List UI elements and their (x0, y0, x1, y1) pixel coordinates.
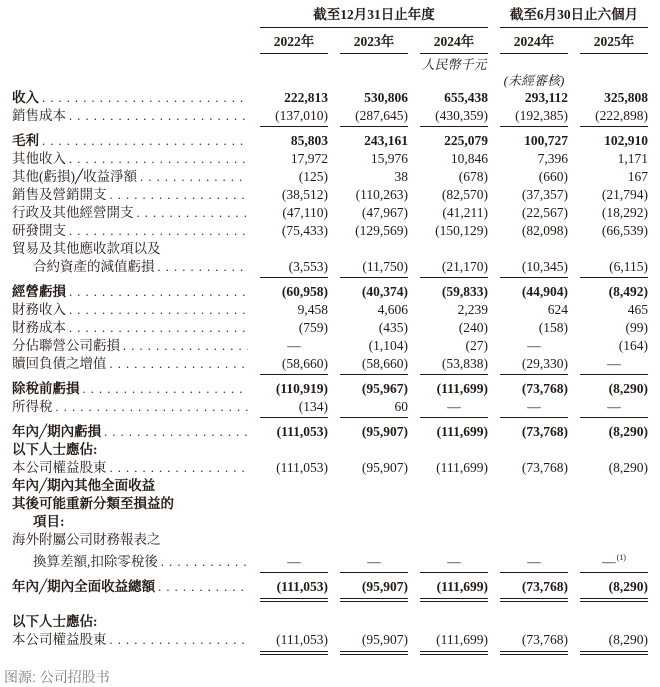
cell: (192,385) (500, 107, 568, 127)
row-label: 本公司權益股東 (12, 632, 107, 647)
row-label: 所得稅 (12, 399, 53, 414)
row-label: 財務收入 (12, 302, 66, 317)
table-row (12, 107, 648, 129)
cell: 38 (394, 169, 408, 184)
cell: 624 (547, 302, 568, 317)
row-label: 收入 (12, 90, 39, 105)
unaudited-note-row (12, 73, 648, 89)
dot-leader (104, 423, 248, 441)
dot-leader (158, 258, 249, 276)
row-label: 毛利 (12, 133, 39, 148)
row-label: 其他收入 (12, 151, 66, 166)
table-row (12, 301, 648, 319)
row-label: 合約資產的減值虧損 (33, 259, 155, 274)
table-row (12, 186, 648, 204)
cell: (110,263) (355, 187, 408, 202)
cell: (111,699) (420, 631, 488, 655)
cell: 2,239 (457, 302, 488, 317)
dot-leader (69, 222, 248, 240)
year-header-2025-interim: 2025年 (580, 33, 648, 54)
cell: 465 (627, 302, 648, 317)
cell: (129,569) (355, 223, 408, 238)
cell: (29,330) (500, 355, 568, 375)
table-row (12, 495, 648, 513)
cell: (53,838) (420, 355, 488, 375)
year-header-2022: 2022年 (260, 33, 328, 54)
dot-leader (69, 107, 248, 125)
table-row (12, 549, 648, 575)
table-row (12, 240, 648, 258)
dot-leader (69, 150, 248, 168)
year-header-2024-interim: 2024年 (500, 33, 568, 54)
cell: 167 (627, 169, 648, 184)
row-label: 經營虧損 (12, 284, 66, 299)
table-row (12, 89, 648, 107)
cell: (660) (538, 169, 568, 184)
cell: (8,290) (580, 631, 648, 655)
cell: (73,768) (500, 578, 568, 602)
table-row (12, 132, 648, 150)
cell: (435) (378, 320, 408, 335)
cell: — (580, 355, 648, 375)
cell: (111,053) (276, 460, 328, 475)
cell: (99) (625, 320, 648, 335)
cell: (44,904) (521, 284, 568, 299)
cell: 222,813 (284, 90, 328, 105)
cell: (73,768) (521, 424, 568, 439)
cell: 4,606 (377, 302, 408, 317)
cell: (1,104) (368, 338, 408, 353)
table-row (12, 423, 648, 441)
cell: 530,806 (364, 90, 408, 105)
cell: 1,171 (617, 151, 648, 166)
table-header-years (12, 33, 648, 54)
cell: (150,129) (435, 223, 488, 238)
table-row (12, 204, 648, 222)
cell: — (260, 553, 328, 573)
currency-note-row (12, 56, 648, 73)
cell: (47,967) (361, 205, 408, 220)
cell: (111,699) (436, 460, 488, 475)
cell: (73,768) (521, 381, 568, 396)
cell: 7,396 (537, 151, 568, 166)
row-label: 贖回負債之增值 (12, 356, 107, 371)
cell: 17,972 (290, 151, 328, 166)
dot-leader (56, 398, 249, 416)
row-label: 研發開支 (12, 223, 66, 238)
dot-leader (69, 301, 248, 319)
cell: (11,750) (340, 258, 408, 278)
table-header-groups (12, 6, 648, 28)
cell: 655,438 (444, 90, 488, 105)
cell: (95,907) (361, 460, 408, 475)
cell: (47,110) (282, 205, 328, 220)
column-group-interim: 截至6月30日止六個月 (500, 6, 648, 28)
footnote-marker: (1) (616, 553, 626, 562)
year-header-2023: 2023年 (340, 33, 408, 54)
cell: (40,374) (361, 284, 408, 299)
row-label: 以下人士應佔: (12, 614, 98, 629)
cell: (111,053) (260, 631, 328, 655)
cell: 9,458 (297, 302, 328, 317)
cell: (8,290) (608, 460, 648, 475)
cell: 102,910 (604, 133, 648, 148)
cell: (73,768) (500, 631, 568, 655)
cell: (60,958) (281, 284, 328, 299)
table-row (12, 258, 648, 280)
cell: (111,699) (436, 381, 488, 396)
table-row (12, 355, 648, 377)
cell: (95,907) (340, 631, 408, 655)
row-label: 財務成本 (12, 320, 66, 335)
cell: (110,919) (275, 381, 328, 396)
row-label: 貿易及其他應收款項以及 (12, 241, 161, 256)
row-label: 本公司權益股東 (12, 460, 107, 475)
cell: 85,803 (290, 133, 328, 148)
cell: 100,727 (524, 133, 568, 148)
cell: — (340, 553, 408, 573)
table-row (12, 319, 648, 337)
dot-leader (123, 337, 248, 355)
column-group-annual: 截至12月31日止年度 (260, 6, 488, 28)
table-row (12, 398, 648, 420)
cell: (73,768) (521, 460, 568, 475)
dot-leader (110, 631, 249, 649)
cell: (75,433) (281, 223, 328, 238)
cell: (82,570) (441, 187, 488, 202)
dot-leader (110, 186, 249, 204)
dot-leader (161, 553, 248, 571)
cell: (240) (458, 320, 488, 335)
dot-leader (83, 380, 249, 398)
table-row (12, 380, 648, 398)
cell: (27) (465, 338, 488, 353)
cell: (10,345) (500, 258, 568, 278)
cell: (59,833) (441, 284, 488, 299)
cell: (38,512) (281, 187, 328, 202)
cell: (8,290) (580, 578, 648, 602)
cell: — (500, 398, 568, 418)
cell: — (527, 338, 541, 353)
cell: 325,808 (604, 90, 648, 105)
row-label: 分佔聯營公司虧損 (12, 338, 120, 353)
dot-leader (69, 319, 248, 337)
cell: (22,567) (521, 205, 568, 220)
dot-leader (110, 355, 249, 373)
cell: (6,115) (580, 258, 648, 278)
cell: (111,053) (260, 578, 328, 602)
financial-table (12, 6, 648, 655)
cell: 10,846 (450, 151, 488, 166)
header-spacer (12, 18, 248, 19)
row-label: 換算差額,扣除零稅後 (33, 554, 158, 569)
table-row (12, 283, 648, 301)
cell: 293,112 (524, 90, 568, 105)
dot-leader (69, 283, 248, 301)
table-row (12, 513, 648, 531)
cell: (137,010) (260, 107, 328, 127)
cell: (287,645) (340, 107, 408, 127)
dot-leader (42, 132, 248, 150)
cell: (58,660) (340, 355, 408, 375)
cell: (8,492) (608, 284, 648, 299)
cell: — (420, 398, 488, 418)
cell: (125) (298, 169, 328, 184)
cell: (37,357) (521, 187, 568, 202)
cell: (158) (538, 320, 568, 335)
dot-leader (158, 578, 248, 596)
table-row (12, 222, 648, 240)
cell: (18,292) (601, 205, 648, 220)
cell: (111,699) (420, 578, 488, 602)
cell: (164) (618, 338, 648, 353)
table-row (12, 613, 648, 631)
cell: (66,539) (601, 223, 648, 238)
dot-leader (110, 459, 249, 477)
cell: (95,907) (340, 578, 408, 602)
cell: (8,290) (608, 424, 648, 439)
row-label: 海外附屬公司財務報表之 (12, 532, 161, 547)
cell: 243,161 (364, 133, 408, 148)
row-label: 其他(虧損)╱收益淨額 (12, 169, 138, 184)
cell: (82,098) (521, 223, 568, 238)
row-label: 其後可能重新分類至損益的 (12, 496, 174, 511)
cell: — (420, 553, 488, 573)
cell (580, 549, 648, 573)
cell: (3,553) (260, 258, 328, 278)
table-row (12, 631, 648, 655)
cell: 60 (340, 398, 408, 418)
cell: (111,053) (276, 424, 328, 439)
cell: (430,359) (420, 107, 488, 127)
cell: (134) (260, 398, 328, 418)
table-row (12, 441, 648, 459)
row-label: 行政及其他經營開支 (12, 205, 134, 220)
table-row (12, 578, 648, 602)
dot-leader (137, 204, 249, 222)
cell: (678) (458, 169, 488, 184)
table-row (12, 459, 648, 477)
cell: — (287, 338, 301, 353)
table-row (12, 531, 648, 549)
table-row (12, 150, 648, 168)
cell: 15,976 (370, 151, 408, 166)
cell: (41,211) (442, 205, 488, 220)
row-label: 銷售及營銷開支 (12, 187, 107, 202)
unaudited-note: (未經審核) (503, 73, 565, 88)
cell: (8,290) (608, 381, 648, 396)
row-label: 以下人士應佔: (12, 442, 98, 457)
currency-note: 人民幣千元 (421, 57, 487, 72)
year-header-2024: 2024年 (420, 33, 488, 54)
cell: (759) (298, 320, 328, 335)
row-label: 年內╱期內虧損 (12, 424, 102, 439)
cell: — (580, 398, 648, 418)
cell: (111,699) (436, 424, 488, 439)
cell-value: — (602, 554, 616, 569)
table-row (12, 168, 648, 186)
cell: (95,967) (361, 381, 408, 396)
dot-leader (42, 89, 248, 107)
row-label: 項目: (33, 514, 65, 529)
cell: 225,079 (444, 133, 488, 148)
image-source-caption: 图源: 公司招股书 (4, 669, 110, 685)
dot-leader (140, 168, 248, 186)
table-row (12, 477, 648, 495)
cell: — (500, 553, 568, 573)
header-spacer (12, 45, 248, 46)
cell: (21,794) (601, 187, 648, 202)
row-label: 銷售成本 (12, 108, 66, 123)
cell: (222,898) (580, 107, 648, 127)
row-label: 除稅前虧損 (12, 381, 80, 396)
cell: (58,660) (260, 355, 328, 375)
row-label: 年內╱期內全面收益總額 (12, 579, 156, 594)
table-row (12, 337, 648, 355)
cell: (95,907) (361, 424, 408, 439)
row-label: 年內╱期內其他全面收益 (12, 478, 156, 493)
cell: (21,170) (420, 258, 488, 278)
